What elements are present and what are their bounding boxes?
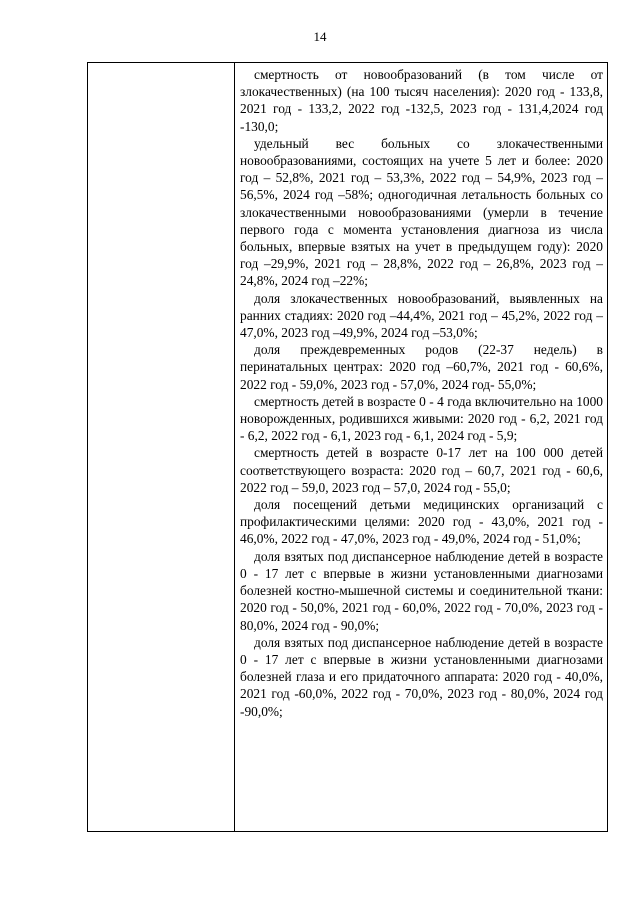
indicator-paragraph-early-detection: доля злокачественных новообразований, выявленных на ранних стадиях: 2020 год –44,4%, 2021 год – 45,2%, 2022 год – 47,0%, 2023 год –49,9%, 2024 год –53,0%; bbox=[240, 290, 603, 341]
document-table bbox=[87, 62, 608, 832]
indicator-paragraph-musculoskeletal-followup: доля взятых под диспансерное наблюдение детей в возрасте 0 - 17 лет с впервые в жизни установленными диагнозами болезней костно-мышечной системы и соединительной ткани: 2020 год - 50,0%, 2021 год - 60,0%, 2022 год - 70,0%, 2023 год - 80,0%, 2024 год - 90,0%; bbox=[240, 548, 603, 633]
table-row bbox=[88, 63, 608, 832]
left-empty-cell bbox=[88, 63, 235, 832]
indicators-cell bbox=[235, 63, 608, 832]
indicator-paragraph-eye-followup: доля взятых под диспансерное наблюдение детей в возрасте 0 - 17 лет с впервые в жизни установленными диагнозами болезней глаза и его придаточного аппарата: 2020 год - 40,0%, 2021 год -60,0%, 2022 год - 70,0%, 2023 год - 80,0%, 2024 год -90,0%; bbox=[240, 634, 603, 719]
indicator-paragraph-child-mortality-0-17: смертность детей в возрасте 0-17 лет на 100 000 детей соответствующего возраста: 2020 год – 60,7, 2021 год - 60,6, 2022 год – 59,0, 2023 год – 57,0, 2024 год - 55,0; bbox=[240, 445, 603, 495]
indicator-paragraph-child-mortality-0-4: смертность детей в возрасте 0 - 4 года включительно на 1000 новорожденных, родившихся живыми: 2020 год - 6,2, 2021 год - 6,2, 2022 год - 6,1, 2023 год - 6,1, 2024 год - 5,9; bbox=[240, 393, 603, 444]
indicator-paragraph-preventive-visits: доля посещений детьми медицинских организаций с профилактическими целями: 2020 год - 43,0%, 2021 год - 46,0%, 2022 год - 47,0%, 2023 год - 49,0%, 2024 год - 51,0%; bbox=[240, 497, 603, 547]
page-number: 14 bbox=[313, 29, 327, 44]
indicator-paragraph-cancer-mortality: смертность от новообразований (в том числе от злокачественных) (на 100 тысяч населения): 2020 год - 133,8, 2021 год - 133,2, 2022 год -132,5, 2023 год - 131,4,2024 год -130,0; bbox=[240, 67, 603, 134]
indicator-paragraph-five-year-survival: удельный вес больных со злокачественными новообразованиями, состоящих на учете 5 лет и более: 2020 год – 52,8%, 2021 год – 53,3%, 2022 год – 54,9%, 2023 год –56,5%, 2024 год –58%; одногодичная летальность больных со злокачественными новообразованиями (умерли в течение первого года с момента установления диагноза из числа больных, впервые взятых на учет в предыдущем году): 2020 год –29,9%, 2021 год – 28,8%, 2022 год – 26,8%, 2023 год – 24,8%, 2024 год –22%; bbox=[240, 135, 603, 289]
indicator-paragraph-preterm-births: доля преждевременных родов (22-37 недель) в перинатальных центрах: 2020 год –60,7%, 2021 год - 60,6%, 2022 год - 59,0%, 2023 год - 57,0%, 2024 год- 55,0%; bbox=[240, 342, 603, 392]
